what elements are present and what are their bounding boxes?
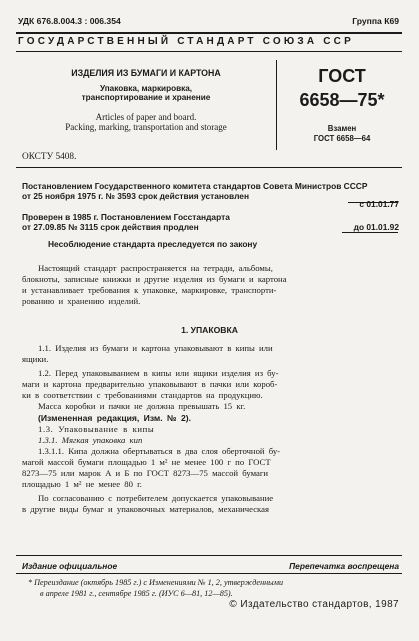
p1-1-line-b: ящики. [22, 354, 49, 365]
header-rule-bottom [16, 51, 402, 52]
section-1-heading: 1. УПАКОВКА [181, 325, 238, 335]
subtitle-ru-1: Упаковка, маркировка, [99, 84, 193, 93]
p1-2-amendment: (Измененная редакция, Изм. № 2). [38, 412, 192, 423]
banner: ГОСУДАРСТВЕННЫЙ СТАНДАРТ СОЮЗА ССР [18, 36, 354, 47]
title-en-1: Articles of paper and board. [95, 112, 197, 122]
group-code: Группа К69 [352, 16, 399, 26]
okstu-code: ОКСТУ 5408. [22, 152, 77, 162]
approval-line-4: от 27.09.85 № 3115 срок действия продлен [22, 222, 199, 232]
title-ru: ИЗДЕЛИЯ ИЗ БУМАГИ И КАРТОНА [71, 68, 221, 78]
intro-paragraph [22, 263, 400, 307]
p-last-line-b: в другие виды бумаг и упаковочных материалов, механическая [22, 504, 269, 515]
approval-line-2: от 25 ноября 1975 г. № 3593 срок действия установлен [22, 191, 250, 201]
footer-rule-thin [16, 573, 402, 574]
approval-date-1: с 01.01.77 [359, 199, 399, 209]
p1-2-line-a: 1.2. Перед упаковыванием в кипы или ящики изделия из бу- [38, 368, 279, 379]
official-edition: Издание официальное [22, 561, 118, 571]
intro-line-1: Настоящий стандарт распространяется на тетради, альбомы, [38, 263, 273, 273]
p1-2-line-d: Масса коробки и пачки не должна превышать 15 кг. [38, 401, 246, 412]
gost-label: ГОСТ [318, 66, 366, 86]
copyright: © Издательство стандартов, 1987 [229, 599, 399, 610]
intro-line-4: рованию и хранению изделий. [22, 296, 141, 307]
intro-line-3: и устанавливает требования к упаковке, маркировке, транспорти- [22, 285, 277, 296]
p1-3-1-1-line-c: 8273—75 или марок А и Б по ГОСТ 8273—75 массой бумаги [22, 468, 269, 479]
p1-1-line-a: 1.1. Изделия из бумаги и картона упаковывают в кипы или [38, 343, 273, 353]
okstu-rule [16, 167, 402, 168]
date-underline-2 [342, 232, 398, 233]
header-rule-top [16, 32, 402, 34]
intro-line-2: блокноты, записные книжки и другие изделия из бумаги и картона [22, 274, 287, 285]
replaces-label: Взамен [327, 124, 357, 133]
footer-rule [16, 555, 402, 556]
title-en-2: Packing, marking, transportation and storage [65, 122, 227, 132]
replaces-value: ГОСТ 6658—64 [313, 134, 371, 143]
p1-2-line-c: ки в соответствии с требованиями стандартов на продукцию. [22, 390, 263, 401]
p1-3-1-1-line-a: 1.3.1.1. Кипа должна обертываться в два слоя оберточной бу- [38, 445, 281, 456]
approval-line-5: Несоблюдение стандарта преследуется по закону [48, 239, 258, 249]
title-block [18, 58, 274, 150]
reprint-forbidden: Перепечатка воспрещена [289, 561, 399, 571]
p1-2-line-b: маги и картона предварительно упаковывают в пачки или короб- [22, 379, 278, 390]
subtitle-ru-2: транспортирование и хранение [81, 93, 211, 102]
p-last-line-a: По согласованию с потребителем допускается упаковывание [38, 493, 274, 504]
reissue-note-2: в апреле 1981 г., сентябре 1985 г. (ИУС 6—81, 12—85). [40, 589, 233, 598]
gost-number: 6658—75* [299, 90, 385, 110]
p1-3-heading: 1.3. Упаковывание в кипы [38, 423, 155, 434]
approval-line-3: Проверен в 1985 г. Постановлением Госстандарта [22, 212, 230, 222]
p1-3-1-heading: 1.3.1. Мягкая упаковка кип [38, 434, 143, 445]
udk-code: УДК 676.8.004.3 : 006.354 [18, 16, 121, 26]
p1-3-1-1-line-b: магой массой бумаги площадью 1 м² не менее 100 г по ГОСТ [22, 456, 271, 467]
reissue-note-1: * Переиздание (октябрь 1985 г.) с Изменениями № 1, 2, утвержденными [28, 578, 284, 587]
approval-line-1: Постановлением Государственного комитета стандартов Совета Министров СССР [22, 181, 368, 191]
section-1-body [22, 343, 400, 515]
p1-3-1-1-line-d: площадью 1 м² не менее 80 г. [22, 479, 142, 490]
title-divider [276, 60, 277, 150]
approval-date-2: до 01.01.92 [353, 222, 399, 232]
